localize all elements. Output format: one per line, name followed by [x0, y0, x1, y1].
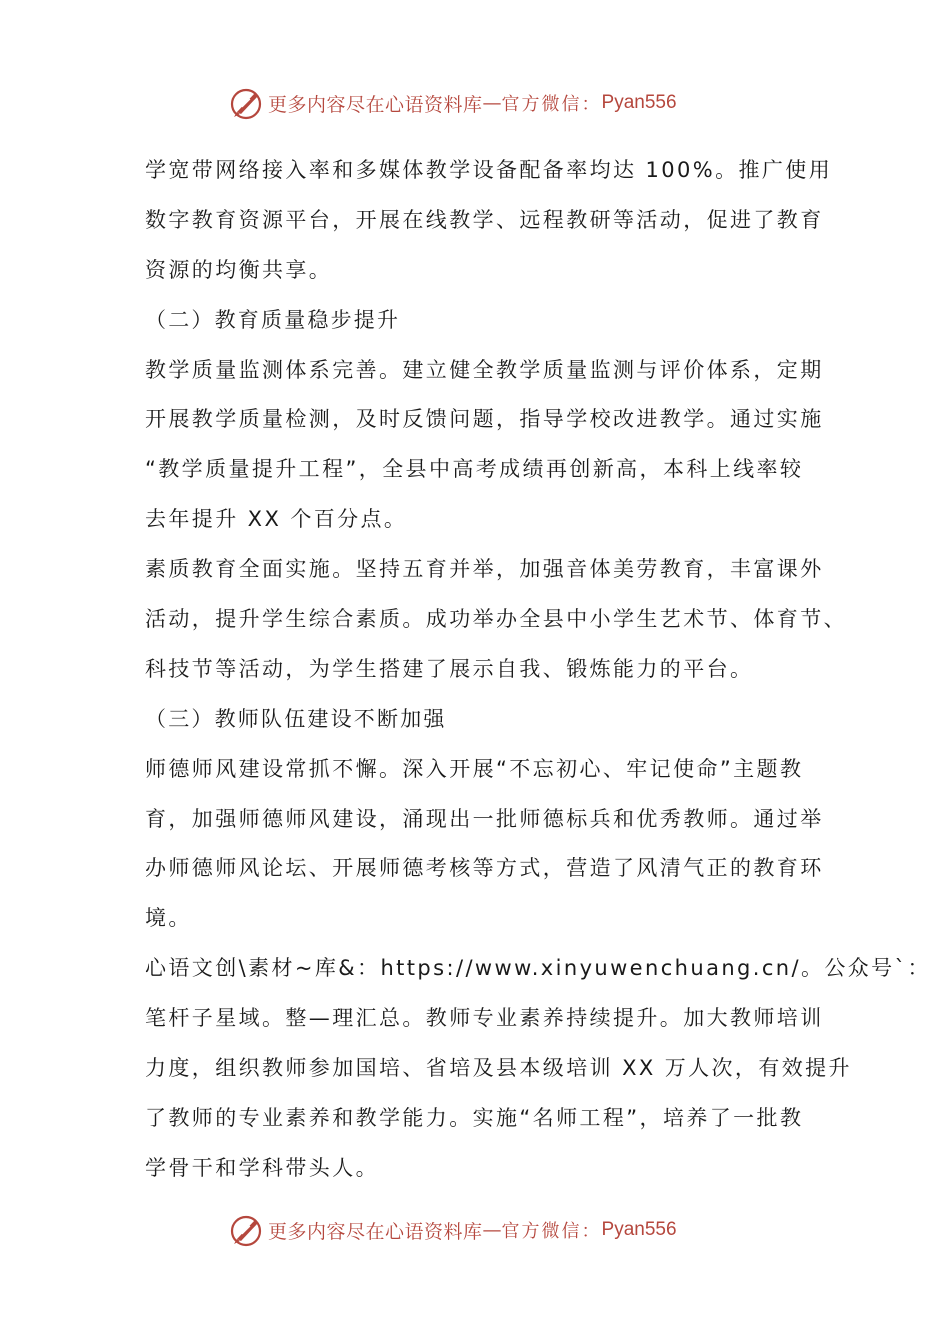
section-heading: （三）教师队伍建设不断加强 [145, 706, 447, 731]
body-line: 了教师的专业素养和教学能力。实施“名师工程”，培养了一批教 [145, 1105, 804, 1130]
body-line: 教学质量监测体系完善。建立健全教学质量监测与评价体系，定期 [145, 357, 824, 382]
brand-text: 更多内容尽在心语资料库 [268, 93, 483, 116]
body-line: 境。 [145, 906, 192, 931]
footer-banner [228, 1212, 677, 1248]
body-line: 笔杆子星域。整—理汇总。教师专业素养持续提升。加大教师培训 [145, 1006, 824, 1031]
body-line: 活动，提升学生综合素质。成功举办全县中小学生艺术节、体育节、 [145, 607, 847, 632]
section-heading: （二）教育质量稳步提升 [145, 307, 401, 332]
wechat-label: 官方微信： [501, 94, 602, 115]
body-line: 师德师风建设常抓不懈。深入开展“不忘初心、牢记使命”主题教 [145, 756, 804, 781]
brand-dash: — [482, 1219, 502, 1241]
body-line: 育，加强师德师风建设，涌现出一批师德标兵和优秀教师。通过举 [145, 806, 824, 831]
body-line: “教学质量提升工程”，全县中高考成绩再创新高，本科上线率较 [145, 457, 804, 482]
quill-pen-circle-icon [228, 1212, 264, 1248]
body-line: 办师德师风论坛、开展师德考核等方式，营造了风清气正的教育环 [145, 856, 824, 881]
body-line: 科技节等活动，为学生搭建了展示自我、锻炼能力的平台。 [145, 656, 754, 681]
body-line: 数字教育资源平台，开展在线教学、远程教研等活动，促进了教育 [145, 207, 824, 232]
brand-dash: — [482, 92, 502, 114]
body-line: 心语文创\素材~库&：https://www.xinyuwenchuang.cn/。公众号`： [145, 956, 931, 981]
wechat-id: Pyan556 [601, 92, 677, 113]
body-line: 去年提升 XX 个百分点。 [145, 507, 408, 532]
body-line: 力度，组织教师参加国培、省培及县本级培训 XX 万人次，有效提升 [145, 1056, 852, 1081]
body-line: 素质教育全面实施。坚持五育并举，加强音体美劳教育，丰富课外 [145, 557, 824, 582]
body-line: 学宽带网络接入率和多媒体教学设备配备率均达 100%。推广使用 [145, 158, 833, 182]
wechat-label: 官方微信： [501, 1221, 602, 1242]
brand-text: 更多内容尽在心语资料库 [268, 1220, 483, 1243]
quill-pen-circle-icon [228, 85, 264, 121]
body-line: 学骨干和学科带头人。 [145, 1155, 379, 1180]
body-line: 资源的均衡共享。 [145, 257, 333, 282]
wechat-id: Pyan556 [601, 1219, 677, 1240]
document-body [145, 146, 931, 1194]
body-line: 开展教学质量检测，及时反馈问题，指导学校改进教学。通过实施 [145, 407, 824, 432]
header-banner [228, 85, 677, 121]
